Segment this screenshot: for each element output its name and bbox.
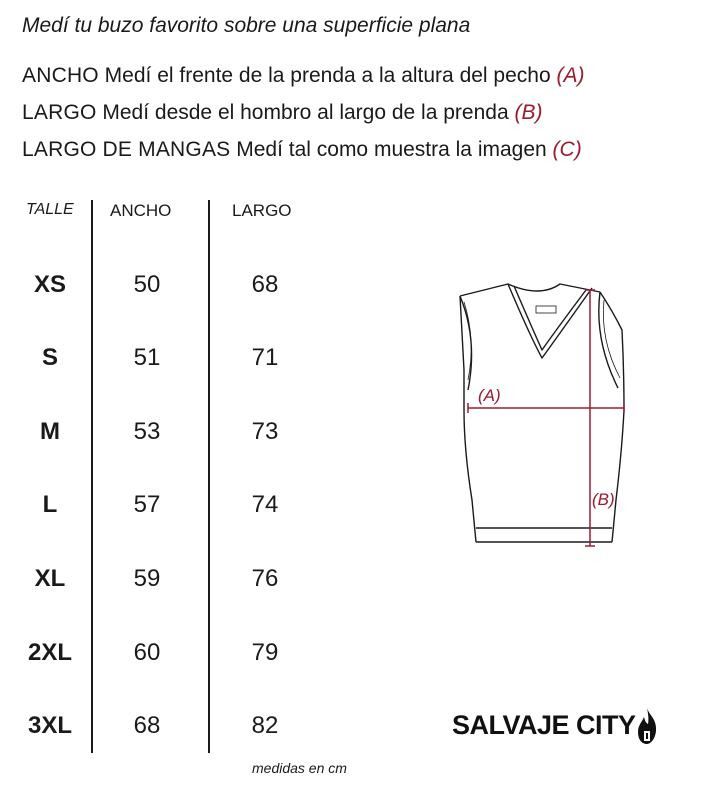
- measure-a-label: (A): [478, 386, 501, 405]
- header-talle: TALLE: [26, 201, 74, 218]
- definition-key: LARGO DE MANGAS: [22, 138, 231, 161]
- vest-neckline-inner: [514, 286, 586, 350]
- table-row: [0, 712, 330, 742]
- vest-neckline-outer: [508, 284, 592, 358]
- definition-tag: (C): [552, 138, 582, 161]
- length-cell: 82: [251, 712, 279, 739]
- size-cell: 2XL: [27, 639, 72, 666]
- vest-left-side: [460, 296, 476, 542]
- width-cell: 60: [133, 639, 161, 666]
- intro-text: Medí tu buzo favorito sobre una superficie plana: [22, 14, 471, 37]
- definition-largo-de-mangas: [22, 138, 582, 162]
- length-cell: 76: [251, 565, 279, 592]
- measure-b-label: (B): [592, 490, 615, 509]
- vest-diagram: [440, 270, 650, 560]
- table-row: [0, 565, 330, 595]
- definition-key: LARGO: [22, 101, 97, 124]
- definition-largo: [22, 101, 542, 125]
- units-note: medidas en cm: [252, 760, 347, 776]
- size-cell: M: [40, 418, 60, 445]
- definition-ancho: [22, 64, 584, 88]
- size-cell: XS: [33, 271, 66, 298]
- definition-text: Medí tal como muestra la imagen: [230, 138, 553, 161]
- table-row: [0, 344, 330, 374]
- brand-logo: SALVAJE CITY: [452, 710, 636, 740]
- length-cell: 73: [251, 418, 279, 445]
- length-cell: 79: [251, 639, 279, 666]
- width-cell: 50: [133, 271, 161, 298]
- width-cell: 59: [133, 565, 161, 592]
- definition-tag: (A): [556, 64, 585, 87]
- width-cell: 57: [133, 491, 161, 518]
- width-cell: 53: [133, 418, 161, 445]
- size-cell: 3XL: [27, 712, 72, 739]
- width-cell: 51: [133, 344, 161, 371]
- vest-left-armhole-rib: [464, 302, 471, 380]
- table-row: [0, 418, 330, 448]
- vest-left-armhole: [460, 296, 472, 390]
- table-row: [0, 639, 330, 669]
- length-cell: 74: [251, 491, 279, 518]
- size-cell: L: [42, 491, 58, 518]
- table-row: [0, 271, 330, 301]
- size-cell: XL: [34, 565, 66, 592]
- definition-text: Medí el frente de la prenda a la altura del pecho: [98, 64, 557, 87]
- table-row: [0, 491, 330, 521]
- header-largo: LARGO: [232, 201, 292, 220]
- vest-shoulder-line: [460, 284, 600, 296]
- length-cell: 68: [251, 271, 279, 298]
- definition-tag: (B): [514, 101, 543, 124]
- definition-text: Medí desde el hombro al largo de la prenda: [96, 101, 515, 124]
- size-cell: S: [41, 344, 58, 371]
- definition-key: ANCHO: [22, 64, 99, 87]
- header-ancho: ANCHO: [110, 201, 172, 220]
- length-cell: 71: [251, 344, 279, 371]
- vest-label-tag: [536, 306, 556, 313]
- width-cell: 68: [133, 712, 161, 739]
- flame-icon: [636, 707, 658, 745]
